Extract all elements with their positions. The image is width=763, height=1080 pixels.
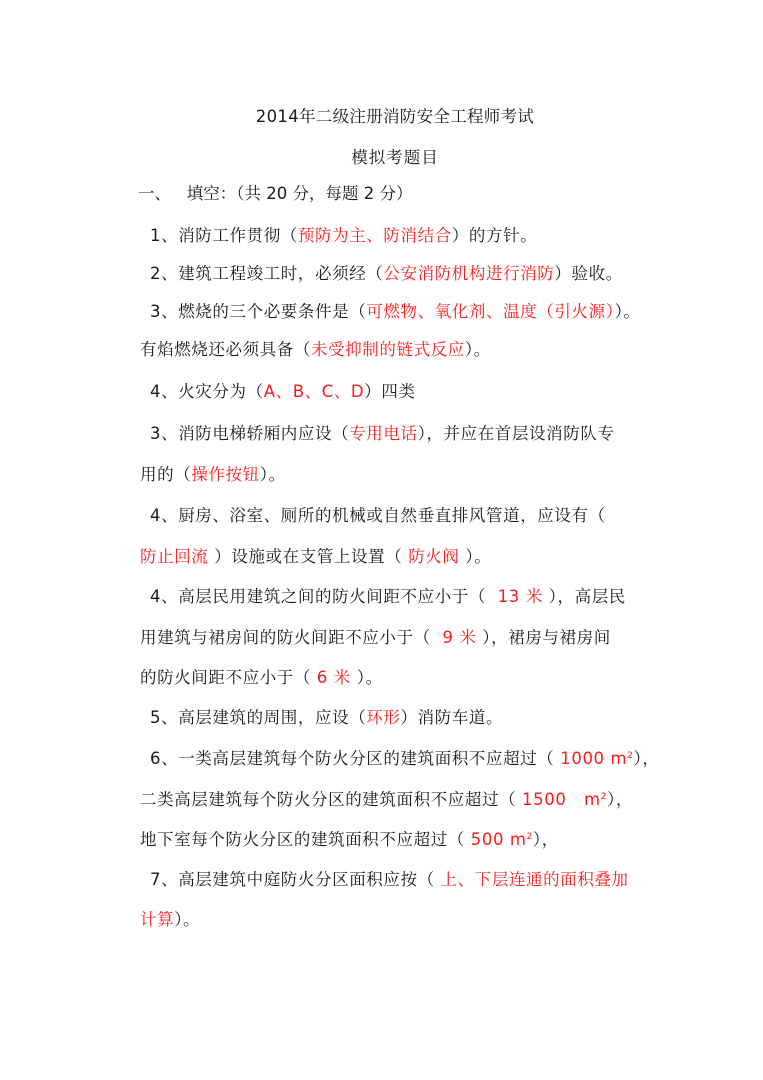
answer-text: 预防为主、防消结合 (297, 226, 452, 245)
superscript: 2 (600, 792, 607, 802)
question-line (150, 583, 626, 607)
section-heading: 一、 填空：（共 20 分，每题 2 分） (138, 184, 413, 203)
answer-text: 1000 $m^2$ (560, 749, 634, 768)
question-text: ）， (606, 790, 633, 809)
question-text: 6、一类高层建筑每个防火分区的建筑面积不应超过（ (150, 749, 561, 768)
question-text: 4、厨房、浴室、厕所的机械或自然垂直排风管道，应设有（ (150, 506, 606, 525)
question-text: 7、高层建筑中庭防火分区面积应按（ (150, 870, 441, 889)
question-line (150, 866, 629, 890)
answer-text: 可燃物、氧化剂、温度（引火源） (366, 302, 615, 321)
question-text: ）四类 (364, 382, 416, 401)
question-line (140, 786, 633, 810)
question-text: 2、建筑工程竣工时，必须经（ (150, 264, 384, 283)
question-line (150, 502, 606, 526)
document-subtitle: 模拟考题目 (351, 148, 439, 167)
answer-text: 上、下层连通的面积叠加 (440, 870, 629, 889)
answer-text: 9 米 (442, 628, 477, 647)
answer-text: 环形 (366, 708, 401, 727)
question-text: 4、火灾分为（ (150, 382, 264, 401)
question-line (150, 420, 615, 444)
question-line (150, 704, 503, 728)
question-text: ）的方针。 (451, 226, 538, 245)
answer-text: 6 米 (316, 668, 351, 687)
question-text: ）验收。 (554, 264, 623, 283)
question-text: 1、消防工作贯彻（ (150, 226, 298, 245)
answer-text: 专用电话 (349, 424, 418, 443)
question-text: ），高层民 (542, 587, 626, 606)
question-text: ）设施或在支管上设置（ (208, 547, 409, 566)
question-line (150, 298, 641, 322)
question-line (140, 461, 286, 485)
question-line (150, 260, 623, 284)
question-text: 4、高层民用建筑之间的防火间距不应小于（ (150, 587, 498, 606)
question-text: 5、高层建筑的周围，应设（ (150, 708, 367, 727)
question-line (140, 543, 491, 567)
document-title: 2014年二级注册消防安全工程师考试 (255, 107, 535, 126)
question-text: ）。 (259, 465, 286, 484)
question-text: ）， (532, 830, 559, 849)
question-text: 二类高层建筑每个防火分区的建筑面积不应超过（ (140, 790, 523, 809)
question-text: 有焰燃烧还必须具备（ (140, 340, 311, 359)
answer-text: 1500 $m^2$ (522, 790, 607, 809)
question-text: ），裙房与裙房间 (476, 628, 611, 647)
answer-text: 操作按钮 (191, 465, 260, 484)
question-line (150, 378, 416, 402)
question-text: 地下室每个防火分区的建筑面积不应超过（ (140, 830, 471, 849)
question-line (150, 745, 659, 769)
question-text: 用的（ (140, 465, 192, 484)
question-text: ）。 (174, 910, 201, 929)
question-line (140, 826, 559, 850)
question-text: ）。 (464, 340, 491, 359)
question-text: ）， (633, 749, 660, 768)
question-line (150, 222, 537, 246)
answer-text: 计算 (140, 910, 175, 929)
question-line (140, 906, 200, 930)
question-text: ），并应在首层设消防队专 (417, 424, 615, 443)
question-text: ）。 (459, 547, 492, 566)
question-line (140, 664, 383, 688)
answer-text: 防止回流 (140, 547, 209, 566)
question-text: 用建筑与裙房间的防火间距不应小于（ (140, 628, 443, 647)
answer-text: 500 $m^2$ (470, 830, 533, 849)
question-text: ）消防车道。 (400, 708, 504, 727)
answer-text: 未受抑制的链式反应 (311, 340, 465, 359)
question-text: ）。 (614, 302, 641, 321)
answer-text: 防火阀 (408, 547, 460, 566)
answer-text: 13 米 (497, 587, 543, 606)
question-line (140, 624, 611, 648)
question-text: 的防火间距不应小于（ (140, 668, 317, 687)
question-text: 3、燃烧的三个必要条件是（ (150, 302, 367, 321)
answer-text: 公安消防机构进行消防 (383, 264, 555, 283)
superscript: 2 (627, 751, 634, 761)
superscript: 2 (526, 832, 533, 842)
question-text: ）。 (350, 668, 383, 687)
answer-text: A、B、C、D (263, 382, 365, 401)
question-line (140, 336, 491, 360)
question-text: 3、消防电梯轿厢内应设（ (150, 424, 350, 443)
